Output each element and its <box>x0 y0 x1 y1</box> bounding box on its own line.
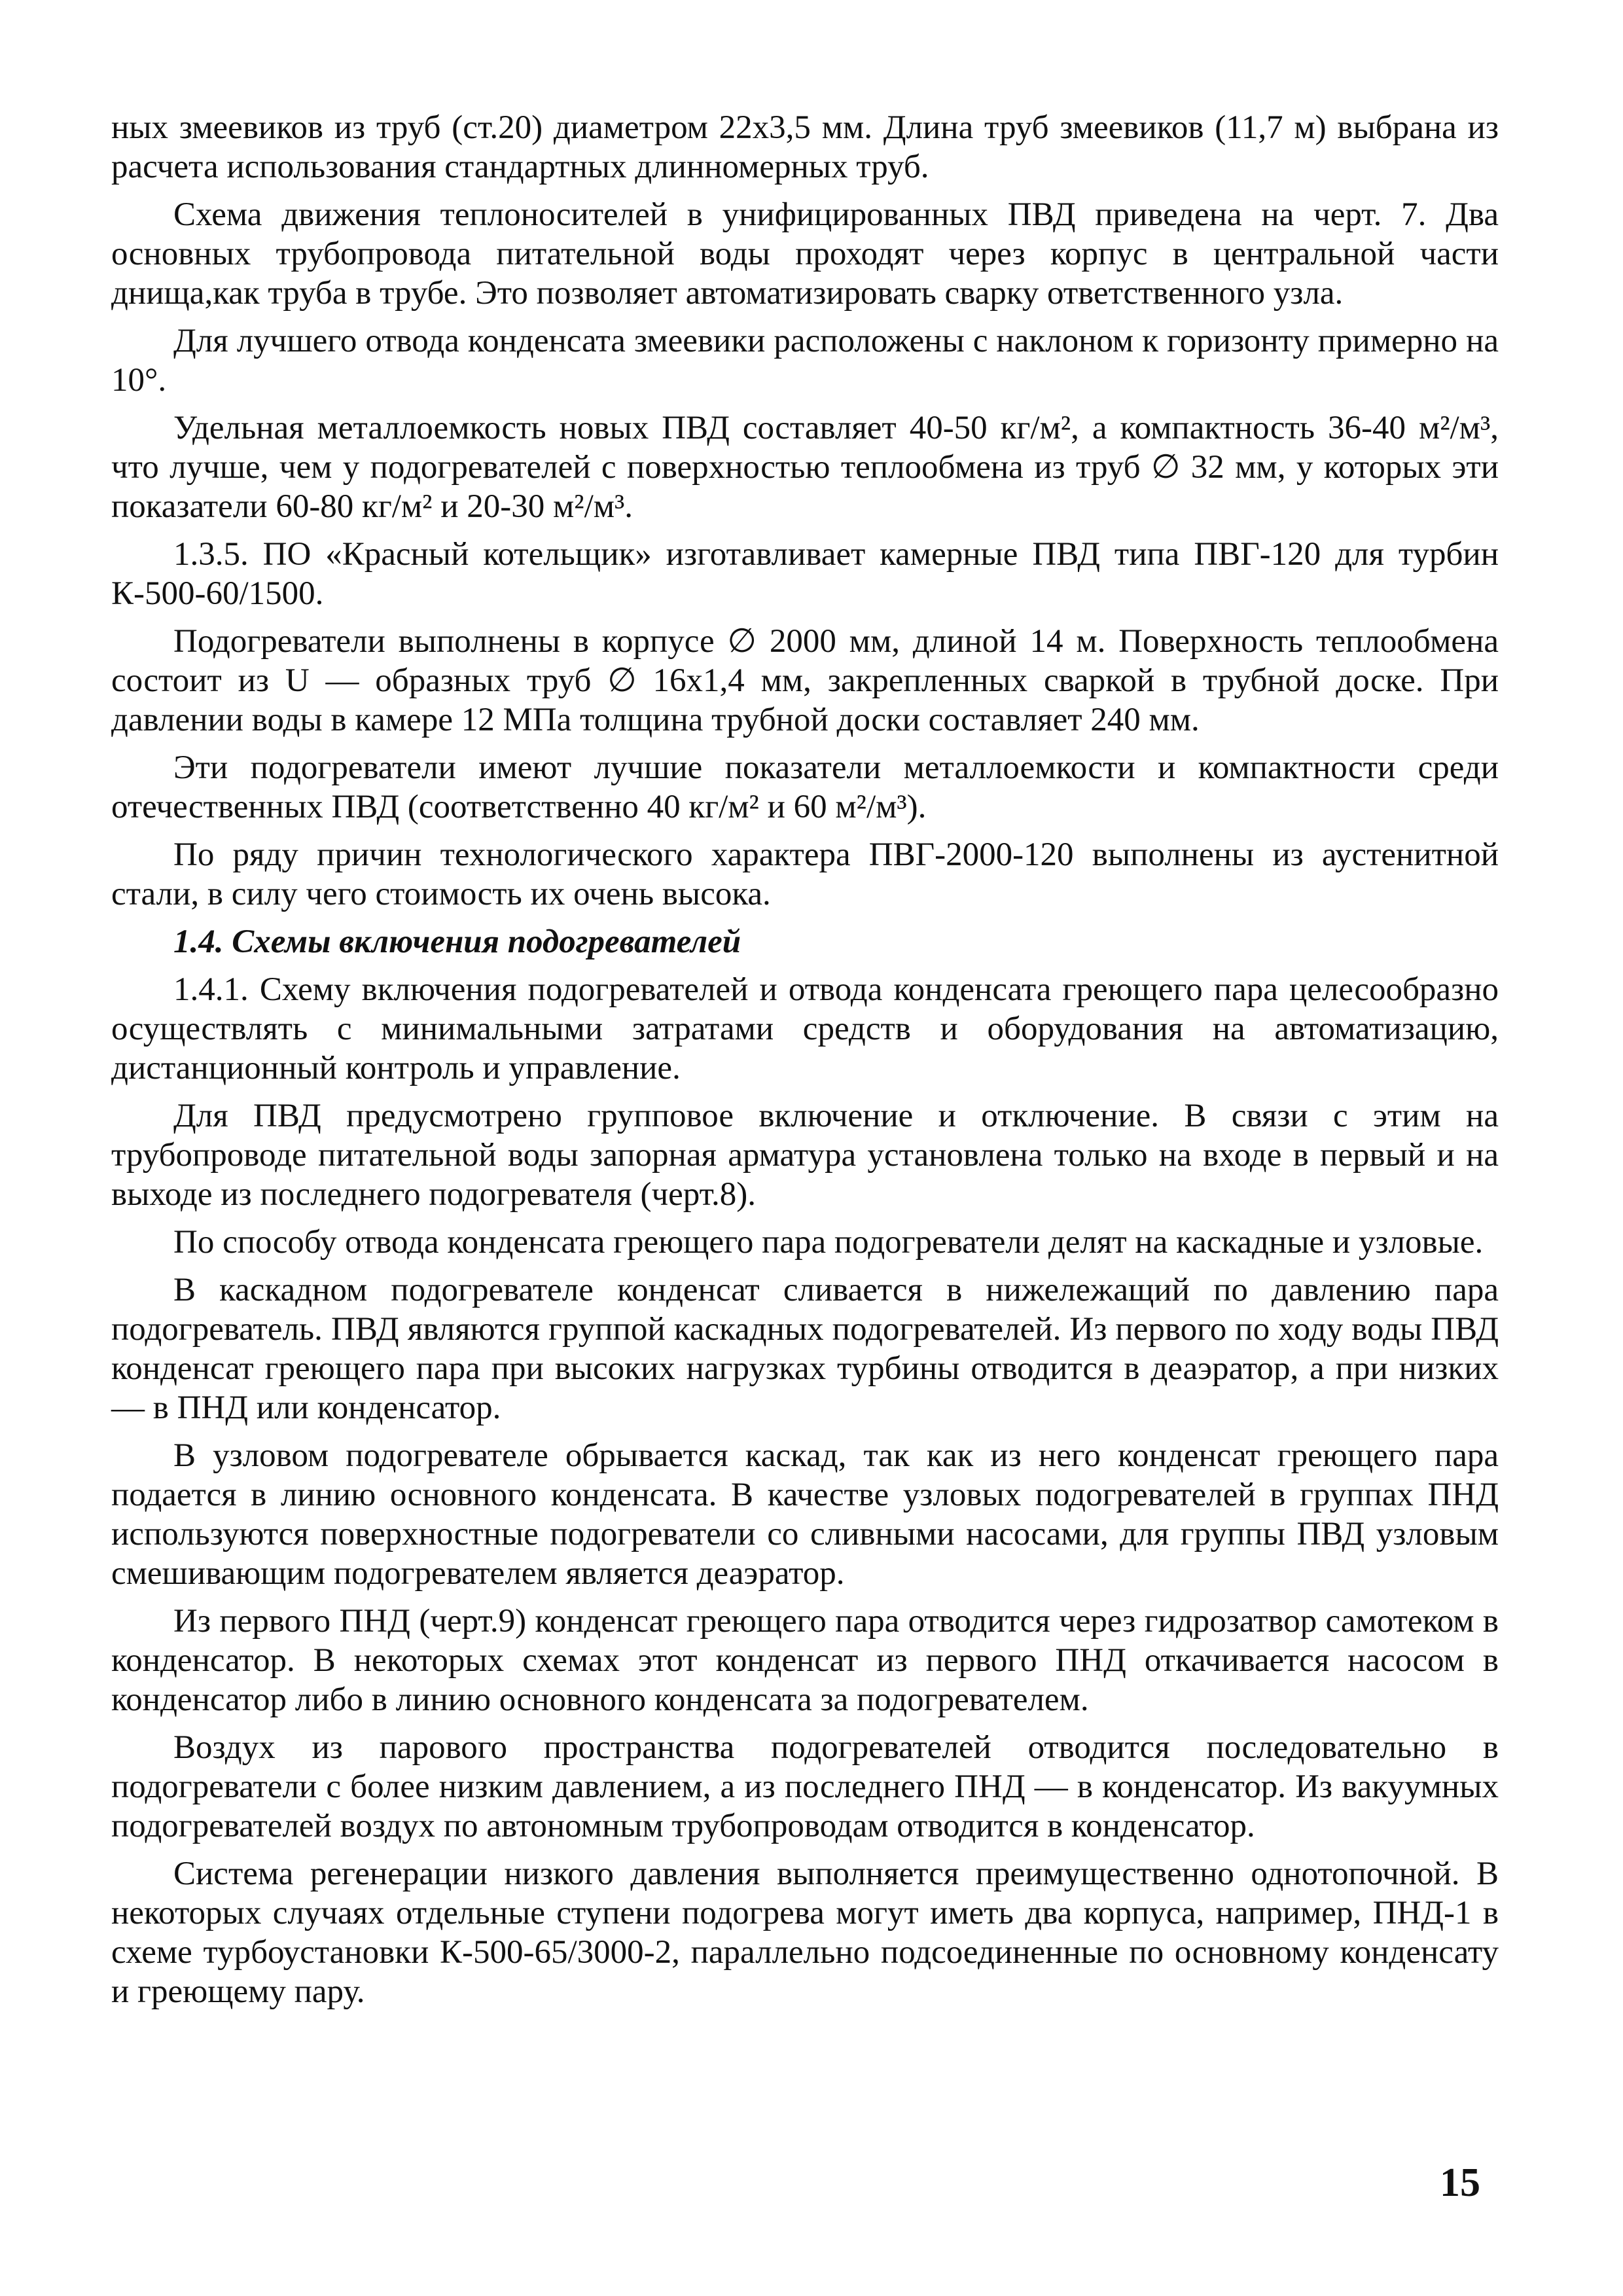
paragraph-continuation: ных змеевиков из труб (ст.20) диаметром 22х3,5 мм. Длина труб змеевиков (11,7 м) выбрана из расчета использования стандартных длинномерных труб. <box>111 109 1499 185</box>
paragraph-flow-scheme: Схема движения теплоносителей в унифицированных ПВД приведена на черт. 7. Два основных трубопровода питательной воды проходят через корпус в центральной части днища,как труба в трубе. Это позволяет автоматизировать сварку ответственного узла. <box>111 196 1499 312</box>
paragraph-krasny-kotelshchik: 1.3.5. ПО «Красный котельщик» изготавливает камерные ПВД типа ПВГ-120 для турбин К-500-60/1500. <box>111 536 1499 612</box>
page-number: 15 <box>1440 2161 1480 2205</box>
paragraph-cascade-heater: В каскадном подогревателе конденсат сливается в нижележащий по давлению пара подогреватель. ПВД являются группой каскадных подогревателей. Из первого по ходу воды ПВД конденсат греющего пара при высоких нагрузках турбины отводится в деаэратор, а при низких — в ПНД или конденсатор. <box>111 1272 1499 1426</box>
paragraph-first-lp-heater: Из первого ПНД (черт.9) конденсат греющего пара отводится через гидрозатвор самотеком в конденсатор. В некоторых схемах этот конденсат из первого ПНД откачивается насосом в конденсатор либо в линию основного конденсата за подогревателем. <box>111 1603 1499 1718</box>
paragraph-heater-design: Подогреватели выполнены в корпусе ∅ 2000 мм, длиной 14 м. Поверхность теплообмена состоит из U — образных труб ∅ 16х1,4 мм, закрепленных сваркой в трубной доске. При давлении воды в камере 12 МПа толщина трубной доски составляет 240 мм. <box>111 623 1499 738</box>
paragraph-best-indicators: Эти подогреватели имеют лучшие показатели металлоемкости и компактности среди отечественных ПВД (соответственно 40 кг/м² и 60 м²/м³). <box>111 749 1499 825</box>
paragraph-group-switching: Для ПВД предусмотрено групповое включение и отключение. В связи с этим на трубопроводе питательной воды запорная арматура установлена только на входе в первый и на выходе из последнего подогревателя (черт.8). <box>111 1098 1499 1213</box>
paragraph-condensate-slope: Для лучшего отвода конденсата змеевики расположены с наклоном к горизонту примерно на 10°. <box>111 323 1499 399</box>
paragraph-low-pressure-system: Система регенерации низкого давления выполняется преимущественно однотопочной. В некоторых случаях отдельные ступени подогрева могут иметь два корпуса, например, ПНД-1 в схеме турбоустановки К-500-65/3000-2, параллельно подсоединенные по основному конденсату и греющему пару. <box>111 1856 1499 2010</box>
paragraph-connection-scheme: 1.4.1. Схему включения подогревателей и отвода конденсата греющего пара целесообразно осуществлять с минимальными затратами средств и оборудования на автоматизацию, дистанционный контроль и управление. <box>111 971 1499 1086</box>
paragraph-austenitic-steel: По ряду причин технологического характера ПВГ-2000-120 выполнены из аустенитной стали, в силу чего стоимость их очень высока. <box>111 836 1499 912</box>
page-body <box>111 108 1499 2020</box>
paragraph-air-removal: Воздух из парового пространства подогревателей отводится последовательно в подогреватели с более низким давлением, а из последнего ПНД — в конденсатор. Из вакуумных подогревателей воздух по автономным трубопроводам отводится в конденсатор. <box>111 1729 1499 1844</box>
section-heading: 1.4. Схемы включения подогревателей <box>173 924 741 960</box>
paragraph-metal-intensity: Удельная металлоемкость новых ПВД составляет 40-50 кг/м², а компактность 36-40 м²/м³, что лучше, чем у подогревателей с поверхностью теплообмена из труб ∅ 32 мм, у которых эти показатели 60-80 кг/м² и 20-30 м²/м³. <box>111 410 1499 525</box>
paragraph-node-heater: В узловом подогревателе обрывается каскад, так как из него конденсат греющего пара подается в линию основного конденсата. В качестве узловых подогревателей в группах ПНД используются поверхностные подогреватели со сливными насосами, для группы ПВД узловым смешивающим подогревателем является деаэратор. <box>111 1437 1499 1592</box>
paragraph-drain-method: По способу отвода конденсата греющего пара подогреватели делят на каскадные и узловые. <box>173 1224 1484 1261</box>
